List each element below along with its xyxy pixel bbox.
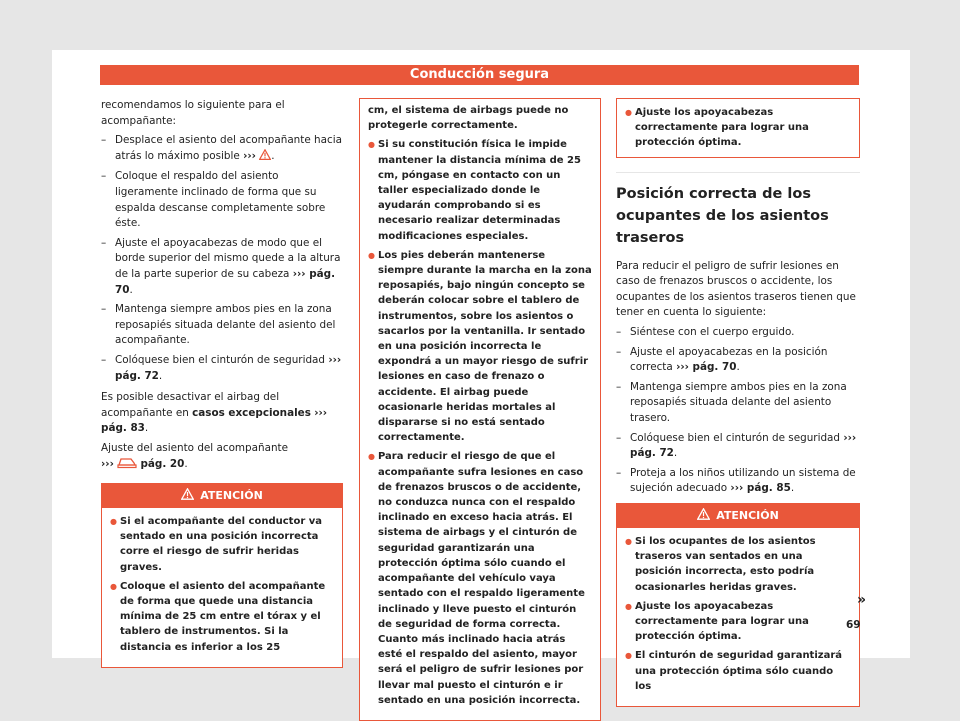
airbag-paragraph: Es posible desactivar el airbag del acompañante en casos excepcionales ››› pág. 83. [101, 391, 328, 435]
intro-text: Para reducir el peligro de sufrir lesiones en caso de frenazos bruscos o accidente, los ocupantes de los asientos traseros tienen que tener en cuenta lo siguiente: [616, 259, 856, 319]
page-ref-link[interactable]: ››› pág. 70 [115, 267, 336, 296]
warning-item: ● Si los ocupantes de los asientos traseros van sentados en una posición incorrecta, esto podría ocasionarles heridas graves. [625, 534, 851, 595]
warning-item: ● Para reducir el riesgo de que el acompañante sufra lesiones en caso de frenazos bruscos o de accidente, no conduzca nunca con el respaldo inclinado en exceso hacia atrás. El sistema de airbags y el cinturón de seguridad garantizarán una protección óptima sólo cuando el acompañante del vehículo vaya sentado con el respaldo ligeramente inclinado y lleve puesto el cinturón de seguridad de forma correcta. Cuanto más inclinado hacia atrás esté el respaldo del asiento, mayor será el peligro de sufrir lesiones por llevar mal puesto el cinturón e ir sentado en una posición incorrecta. [368, 449, 592, 707]
seat-adjust-paragraph: Ajuste del asiento del acompañante ››› pág. 20. [101, 441, 343, 475]
list-item: – Proteja a los niños utilizando un sistema de sujeción adecuado ››› pág. 85. [616, 466, 860, 497]
warning-box [101, 483, 343, 668]
page-ref-link[interactable]: ››› pág. 70 [676, 361, 737, 374]
warning-item: ● Coloque el asiento del acompañante de forma que quede una distancia mínima de 25 cm entre el tórax y el tablero de instrumentos. Si la distancia es inferior a los 25 [110, 579, 334, 655]
warning-item: ● Los pies deberán mantenerse siempre durante la marcha en la zona reposapiés, bajo ningún concepto se deberán colocar sobre el tablero de instrumentos, sobre los asientos o sacarlos por la ventanilla. Ir sentado en una posición incorrecta le expondrá a un mayor riesgo de sufrir lesiones en caso de frenazo o accidente. El airbag puede ocasionarle heridas mortales al dispararse si no está sentado correctamente. [368, 248, 592, 446]
warning-item: ● Si su constitución física le impide mantener la distancia mínima de 25 cm, póngase en contacto con un taller especializado donde le ayudarán comprobando si es necesario realizar determinadas modificaciones especiales. [368, 137, 592, 243]
page-ref-link[interactable]: ››› pág. 72 [630, 431, 857, 460]
warning-header [102, 484, 342, 508]
section-header: Conducción segura [100, 65, 859, 85]
column-1 [101, 98, 343, 668]
warning-box-continued [359, 98, 601, 721]
page-ref-link[interactable]: ››› pág. 72 [115, 353, 342, 382]
list-item: – Mantenga siempre ambos pies en la zona reposapiés situada delante del asiento trasero. [616, 380, 860, 427]
warning-item: ● Si el acompañante del conductor va sentado en una posición incorrecta corre el riesgo de sufrir heridas graves. [110, 514, 334, 575]
list-item: – Ajuste el apoyacabezas en la posición correcta ››› pág. 70. [616, 345, 860, 376]
warning-triangle-icon [259, 149, 271, 166]
warning-box-continued [616, 98, 860, 158]
warning-title: ATENCIÓN [716, 509, 779, 523]
warning-title: ATENCIÓN [200, 489, 263, 503]
page-ref-link[interactable]: pág. 20 [140, 458, 185, 471]
list-item: – Coloque el respaldo del asiento ligeramente inclinado de forma que su espalda descanse completamente sobre éste. [101, 169, 343, 231]
list-item: – Desplace el asiento del acompañante hacia atrás lo máximo posible ››› . [101, 133, 343, 165]
warning-item: ● Ajuste los apoyacabezas correctamente para lograr una protección óptima. [625, 105, 851, 151]
column-3 [616, 98, 860, 707]
list-item: – Siéntese con el cuerpo erguido. [616, 325, 860, 341]
warning-box [616, 503, 860, 707]
warning-triangle-icon [697, 508, 710, 524]
page-ref-link[interactable]: ››› pág. 83 [101, 406, 328, 435]
list-item: – Colóquese bien el cinturón de seguridad ››› pág. 72. [101, 353, 343, 384]
intro-text: recomendamos lo siguiente para el acompañante: [101, 99, 285, 127]
warning-triangle-icon [181, 488, 194, 504]
recommendation-list [101, 133, 343, 384]
page-ref-link[interactable]: ››› pág. 85 [730, 482, 791, 495]
warning-header [617, 504, 859, 528]
page-number: 69 [846, 619, 861, 631]
list-item: – Ajuste el apoyacabezas de modo que el borde superior del mismo quede a la altura de la parte superior de su cabeza ››› pág. 70. [101, 236, 343, 298]
list-item: – Mantenga siempre ambos pies en la zona reposapiés situada delante del asiento del acompañante. [101, 302, 343, 349]
column-2 [359, 98, 601, 721]
list-item: – Colóquese bien el cinturón de seguridad ››› pág. 72. [616, 431, 860, 462]
rear-occupant-list [616, 325, 860, 497]
warning-item: ● El cinturón de seguridad garantizará una protección óptima sólo cuando los [625, 648, 851, 694]
warning-continuation: cm, el sistema de airbags puede no protegerle correctamente. [368, 105, 569, 132]
continue-arrow-icon: » [857, 592, 867, 608]
section-heading: Posición correcta de los ocupantes de los asientos traseros [616, 172, 860, 249]
car-seat-icon [117, 456, 137, 475]
warning-item: ● Ajuste los apoyacabezas correctamente para lograr una protección óptima. [625, 599, 851, 645]
